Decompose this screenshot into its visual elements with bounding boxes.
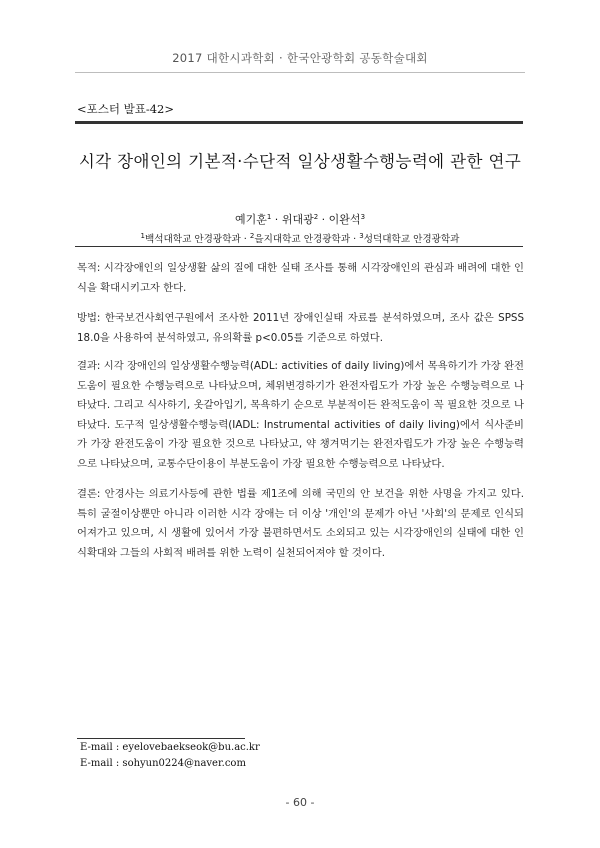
contact-email: E-mail : eyelovebaekseok@bu.ac.kr: [80, 742, 260, 753]
section-text: 시각장애인의 일상생활 삶의 질에 대한 실태 조사를 통해 시각장애인의 관심과 배려에 대한 인식을 확대시키고자 한다.: [77, 262, 524, 294]
author-separator: ·: [271, 213, 282, 226]
section-text: 안경사는 의료기사등에 관한 법률 제1조에 의해 국민의 안 보건을 위한 사명을 가지고 있다. 특히 굴절이상뿐만 아니라 이러한 시각 장애는 더 이상 '개인'의 문제가 아닌 '사회'의 문제로 인식되어져가고 있으며, 시 생활에 있어서 가장 불편하면서도 소외되고 있는 시각장애인의 실태에 대한 인식확대와 그들의 사회적 배려를 위한 노력이 실천되어져야 할 것이다.: [77, 488, 524, 559]
affiliation: 을지대학교 안경광학과: [254, 234, 351, 245]
affiliation-separator: ·: [240, 234, 250, 245]
affiliation-separator: ·: [350, 234, 360, 245]
author-affiliation-mark: 3: [360, 213, 366, 221]
section-text: 한국보건사회연구원에서 조사한 2011년 장애인실태 자료를 분석하였으며, 조사 값은 SPSS 18.0을 사용하여 분석하였고, 유의확률 p<0.05를 기준으로 하였다.: [77, 312, 524, 344]
page-number: - 60 -: [285, 796, 315, 809]
conference-header: 2017 대한시과학회 · 한국안광학회 공동학술대회: [172, 51, 428, 65]
section-text: 시각 장애인의 일상생활수행능력(ADL: activities of daily living)에서 목욕하기가 가장 완전도움이 필요한 수행능력으로 나타났으며, 체위변경하기가 완전자립도가 가장 높은 수행능력으로 나타났다. 그리고 식사하기, 옷갈아입기, 목욕하기 순으로 부분적이든 완적도움이 꼭 필요한 것으로 나타났다. 도구적 일상생활수행능력(IADL: Instrumental activities of daily living)에서 식사준비가 가장 완전도움이 가장 필요한 것으로 나타났고, 약 챙겨먹기는 완전자립도가 가장 높은 수행능력으로 나타났으며, 교통수단이용이 부분도움이 가장 필요한 수행능력으로 나타났다.: [77, 360, 524, 470]
author-name: 이완석: [328, 213, 361, 226]
affiliation-mark: 1: [140, 232, 145, 240]
author-list: [0, 211, 600, 227]
affiliation-mark: 2: [249, 232, 255, 240]
contact-email: E-mail : sohyun0224@naver.com: [80, 758, 246, 769]
section-aim: [77, 259, 524, 298]
section-label: 결론:: [77, 488, 101, 500]
section-label: 결과:: [77, 360, 101, 372]
section-results: [77, 357, 524, 474]
author-name: 위대광: [281, 213, 314, 226]
author-name: 예기훈: [234, 213, 267, 226]
author-affiliation-mark: 2: [313, 213, 319, 221]
header-divider: [75, 72, 525, 73]
section-label: 목적:: [77, 262, 101, 274]
affiliation: 성덕대학교 안경광학과: [363, 234, 460, 245]
author-affiliation-mark: 1: [266, 213, 272, 221]
section-conclusion: [77, 485, 524, 563]
section-label: 방법:: [77, 312, 101, 324]
poster-label: <포스터 발표-42>: [77, 102, 174, 116]
affiliation-list: [0, 231, 600, 245]
affiliation: 백석대학교 안경광학과: [145, 234, 241, 245]
footnote-divider: [77, 738, 245, 739]
title-box: [75, 121, 523, 247]
affiliation-mark: 3: [359, 232, 364, 240]
section-method: [77, 309, 524, 348]
author-separator: ·: [318, 213, 329, 226]
paper-title: 시각 장애인의 기본적·수단적 일상생활수행능력에 관한 연구: [78, 152, 522, 171]
